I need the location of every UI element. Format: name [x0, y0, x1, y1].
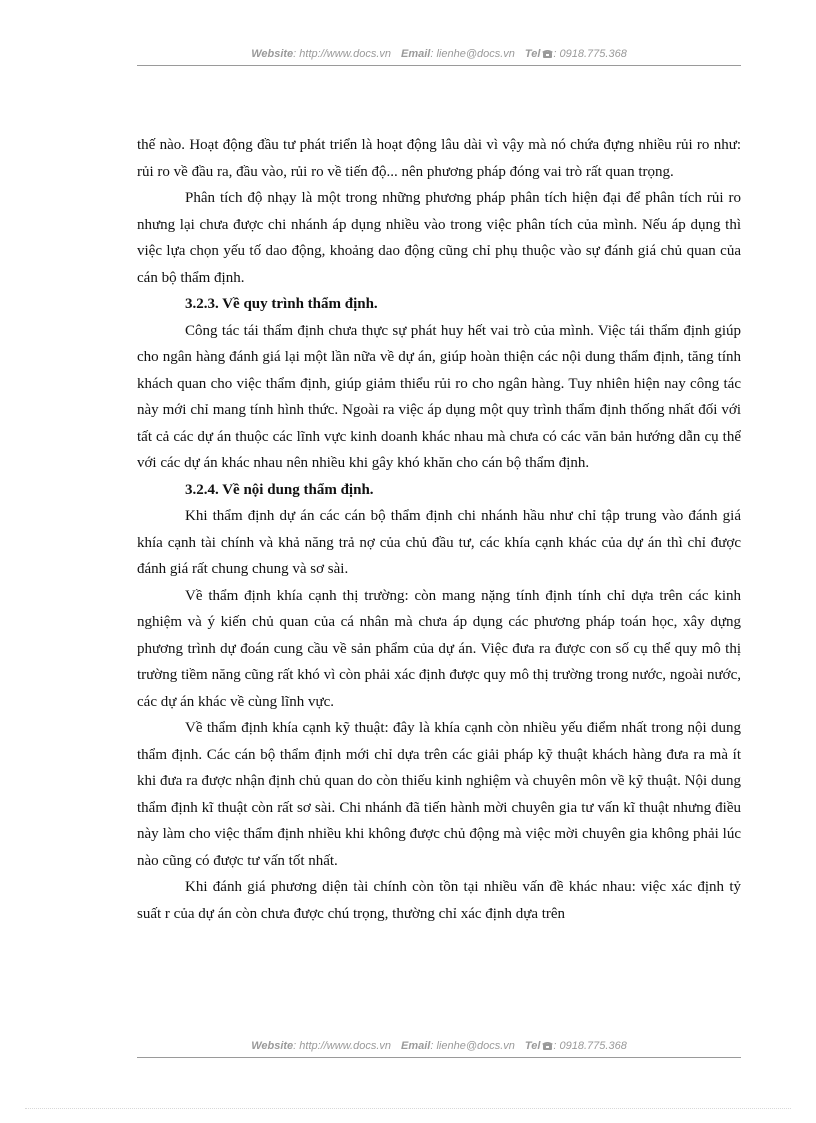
- paragraph-1: thế nào. Hoạt động đầu tư phát triển là hoạt động lâu dài vì vậy mà nó chứa đựng nhiều rủi ro như: rủi ro về đầu ra, đầu vào, rủi ro về tiến độ... nên phương pháp đóng vai trò rất quan trọng.: [137, 137, 741, 180]
- page-header: [137, 48, 741, 60]
- heading-3-2-3: 3.2.3. Về quy trình thẩm định.: [185, 296, 378, 312]
- paragraph-3: Công tác tái thẩm định chưa thực sự phát huy hết vai trò của mình. Việc tái thẩm định giúp cho ngân hàng đánh giá lại một lần nữa về dự án, giúp hoàn thiện các nội dung thẩm định, tăng tính khách quan cho việc thẩm định, giúp giảm thiểu rủi ro cho ngân hàng. Tuy nhiên hiện nay công tác này mới chỉ mang tính hình thức. Ngoài ra việc áp dụng một quy trình thẩm định thống nhất đối với tất cả các dự án thuộc các lĩnh vực kinh doanh khác nhau mà chưa có các văn bản hướng dẫn cụ thể với các dự án khác nhau nên nhiều khi gây khó khăn cho cán bộ thẩm định.: [137, 322, 741, 471]
- footer-rule: [137, 1057, 741, 1058]
- paragraph-4: Khi thẩm định dự án các cán bộ thẩm định chi nhánh hầu như chỉ tập trung vào đánh giá khía cạnh tài chính và khả năng trả nợ của chủ đầu tư, các khía cạnh khác của dự án thì chỉ được đánh giá rất chung chung và sơ sài.: [137, 508, 741, 577]
- page-footer: [137, 1040, 741, 1052]
- footer-website-value: : http://www.docs.vn: [293, 1040, 391, 1052]
- heading-3-2-4: 3.2.4. Về nội dung thẩm định.: [185, 481, 374, 498]
- page-edge: [25, 1108, 791, 1109]
- header-website-label: Website: [251, 48, 294, 60]
- header-tel-label: Tel: [524, 48, 541, 60]
- document-body: [137, 132, 741, 927]
- footer-tel-value: : 0918.775.368: [553, 1040, 627, 1052]
- header-website-value: : http://www.docs.vn: [293, 48, 391, 60]
- phone-icon: [542, 1041, 553, 1050]
- paragraph-7: Khi đánh giá phương diện tài chính còn tồn tại nhiều vấn đề khác nhau: việc xác định tỷ suất r của dự án còn chưa được chú trọng, thường chỉ xác định dựa trên: [137, 879, 741, 922]
- paragraph-2: Phân tích độ nhạy là một trong những phương pháp phân tích hiện đại để phân tích rủi ro nhưng lại chưa được chi nhánh áp dụng nhiều vào trong việc phân tích của mình. Nếu áp dụng thì việc lựa chọn yếu tố dao động, khoảng dao động cũng chỉ phụ thuộc vào sự đánh giá chủ quan của cán bộ thẩm định.: [137, 190, 741, 286]
- header-email-value: : lienhe@docs.vn: [430, 48, 515, 60]
- footer-tel-label: Tel: [524, 1040, 541, 1052]
- header-email-label: Email: [401, 48, 431, 60]
- footer-email-value: : lienhe@docs.vn: [430, 1040, 515, 1052]
- footer-email-label: Email: [401, 1040, 431, 1052]
- phone-icon: [542, 49, 553, 58]
- footer-website-label: Website: [251, 1040, 294, 1052]
- paragraph-5: Về thẩm định khía cạnh thị trường: còn mang nặng tính định tính chỉ dựa trên các kinh nghiệm và ý kiến chủ quan của cá nhân mà chưa áp dụng các phương pháp toán học, xây dựng phương trình dự đoán cung cầu về sản phẩm của dự án. Việc đưa ra được con số cụ thể quy mô thị trường tiềm năng cũng rất khó vì còn phải xác định được quy mô thị trường trong nước, ngoài nước, các dự án khác về cùng lĩnh vực.: [137, 587, 741, 710]
- header-tel-value: : 0918.775.368: [553, 48, 627, 60]
- paragraph-6: Về thẩm định khía cạnh kỹ thuật: đây là khía cạnh còn nhiều yếu điểm nhất trong nội dung thẩm định. Các cán bộ thẩm định mới chỉ dựa trên các giải pháp kỹ thuật khách hàng đưa ra mà ít khi đưa ra được nhận định chủ quan do còn thiếu kinh nghiệm và chuyên môn về kỹ thuật. Nội dung thẩm định kĩ thuật còn rất sơ sài. Chi nhánh đã tiến hành mời chuyên gia tư vấn kĩ thuật nhưng điều này làm cho việc thẩm định nhiều khi không được chủ động mà việc mời chuyên gia không phải lúc nào cũng có được tư vấn tốt nhất.: [137, 720, 741, 869]
- header-rule: [137, 65, 741, 66]
